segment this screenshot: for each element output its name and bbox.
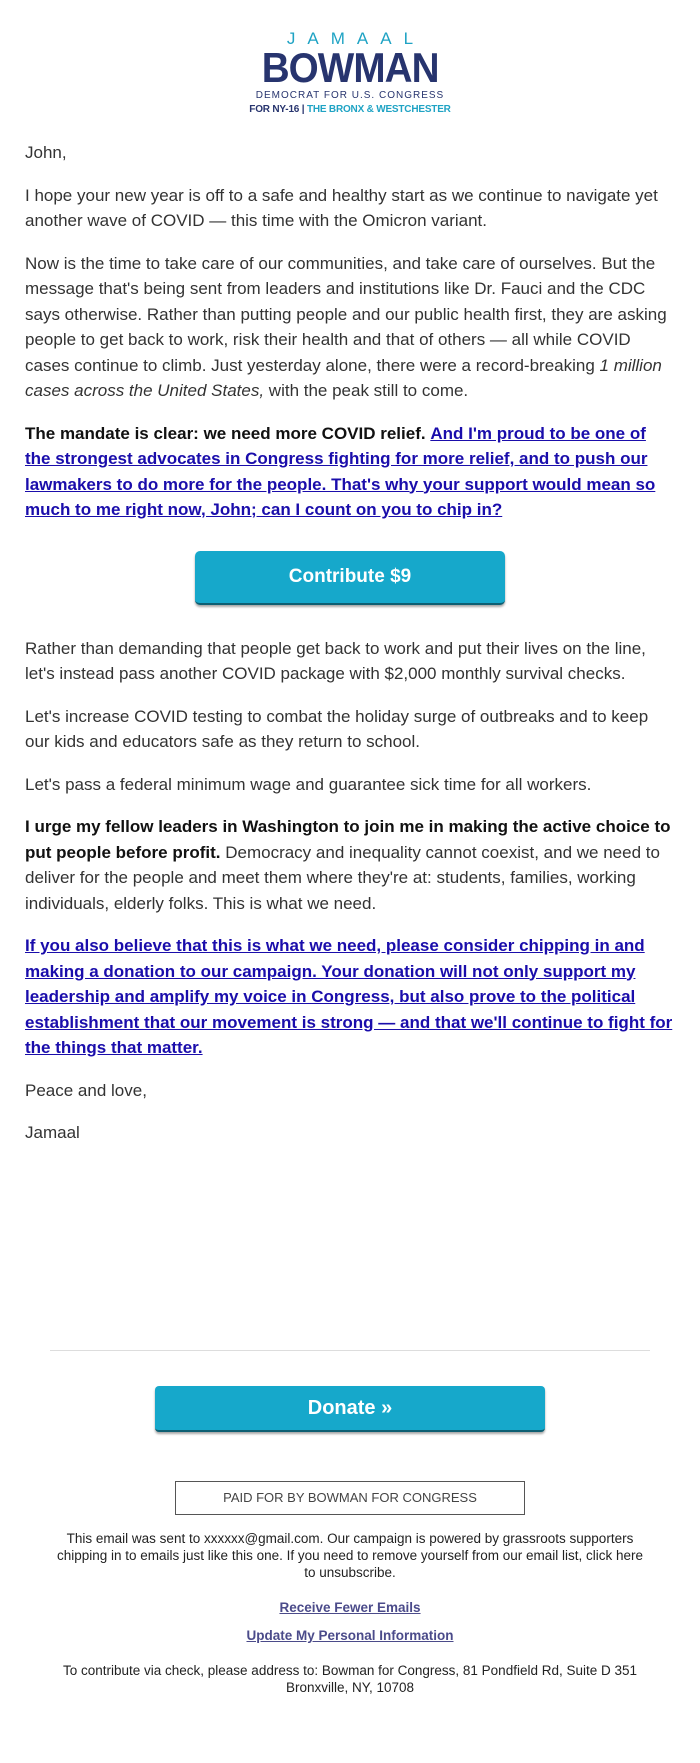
paid-for-box: PAID FOR BY BOWMAN FOR CONGRESS — [175, 1481, 525, 1515]
mandate-bold: The mandate is clear: we need more COVID relief. — [25, 423, 426, 443]
check-address: To contribute via check, please address to: Bowman for Congress, 81 Pondfield Rd, Suite D 351 Bronxville, NY, 10708 — [62, 1663, 638, 1695]
footer-notice: This email was sent to xxxxxx@gmail.com. Our campaign is powered by grassroots supporters chipping in to emails just like this one. If you need to remove yourself from our email list, click here to unsubscribe. — [56, 1531, 643, 1580]
email-footer — [50, 1530, 650, 1696]
logo-district: FOR NY-16 — [249, 104, 300, 115]
paragraph-leaders: I urge my fellow leaders in Washington to join me in making the active choice to put people before profit. Democracy and inequality cannot coexist, and we need to deliver for the people and meet them where they're at: students, families, working individuals, elderly folks. This is what we need. — [25, 817, 671, 913]
greeting: John, — [25, 143, 67, 162]
campaign-logo — [0, 30, 700, 116]
chip-in-link[interactable]: And I'm proud to be one of the strongest advocates in Congress fighting for more relief, and to push our lawmakers to do more for the people. That's why your support would mean so much to me right now, John; can I count on you to chip in? — [25, 423, 656, 519]
emphasis-cases: 1 million cases across the United States, — [25, 355, 662, 400]
paragraph-survival-checks: Rather than demanding that people get back to work and put their lives on the line, let's instead pass another COVID package with $2,000 monthly survival checks. — [25, 638, 646, 683]
paragraph-mandate — [25, 421, 675, 523]
logo-subtitle: DEMOCRAT FOR U.S. CONGRESS — [255, 90, 445, 101]
contribute-button[interactable]: Contribute $9 — [195, 551, 505, 605]
footer-divider — [50, 1350, 650, 1351]
paragraph-intro: I hope your new year is off to a safe and healthy start as we continue to navigate yet another wave of COVID — this time with the Omicron variant. — [25, 185, 658, 230]
logo-district-line: FOR NY-16 | THE BRONX & WESTCHESTER — [249, 104, 451, 115]
logo-first-name: JAMAAL — [286, 29, 426, 48]
update-info-link[interactable]: Update My Personal Information — [246, 1628, 454, 1643]
donation-link[interactable]: If you also believe that this is what we need, please consider chipping in and making a donation to our campaign. Your donation will not only support my leadership and amplify my voice in Congress, but also prove to the political establishment that our movement is strong — and that we'll continue to fight for the things that matter. — [25, 936, 673, 1057]
signature: Jamaal — [25, 1123, 80, 1142]
receive-fewer-emails-link[interactable]: Receive Fewer Emails — [279, 1600, 421, 1615]
paragraph-donate-link — [25, 933, 675, 1061]
signoff: Peace and love, — [25, 1080, 147, 1100]
paragraph-message: Now is the time to take care of our communities, and take care of ourselves. But the message that's being sent from leaders and institutions like Dr. Fauci and the CDC says otherwise. Rather than putting people and our public health first, they are asking people to get back to work, risk their health and that of others — all while COVID cases continue to climb. Just yesterday alone, there were a record-breaking 1 million cases across the United States, with the peak still to come. — [25, 253, 667, 400]
paragraph-testing: Let's increase COVID testing to combat the holiday surge of outbreaks and to keep our kids and educators safe as they return to school. — [25, 706, 649, 751]
logo-region: THE BRONX & WESTCHESTER — [306, 104, 451, 115]
leaders-bold: I urge my fellow leaders in Washington to join me in making the active choice to put people before profit. — [25, 817, 671, 862]
donate-button[interactable]: Donate » — [155, 1386, 545, 1432]
email-body — [25, 140, 675, 1163]
paragraph-minimum-wage: Let's pass a federal minimum wage and guarantee sick time for all workers. — [25, 774, 592, 794]
logo-last-name: BOWMAN — [261, 44, 439, 91]
